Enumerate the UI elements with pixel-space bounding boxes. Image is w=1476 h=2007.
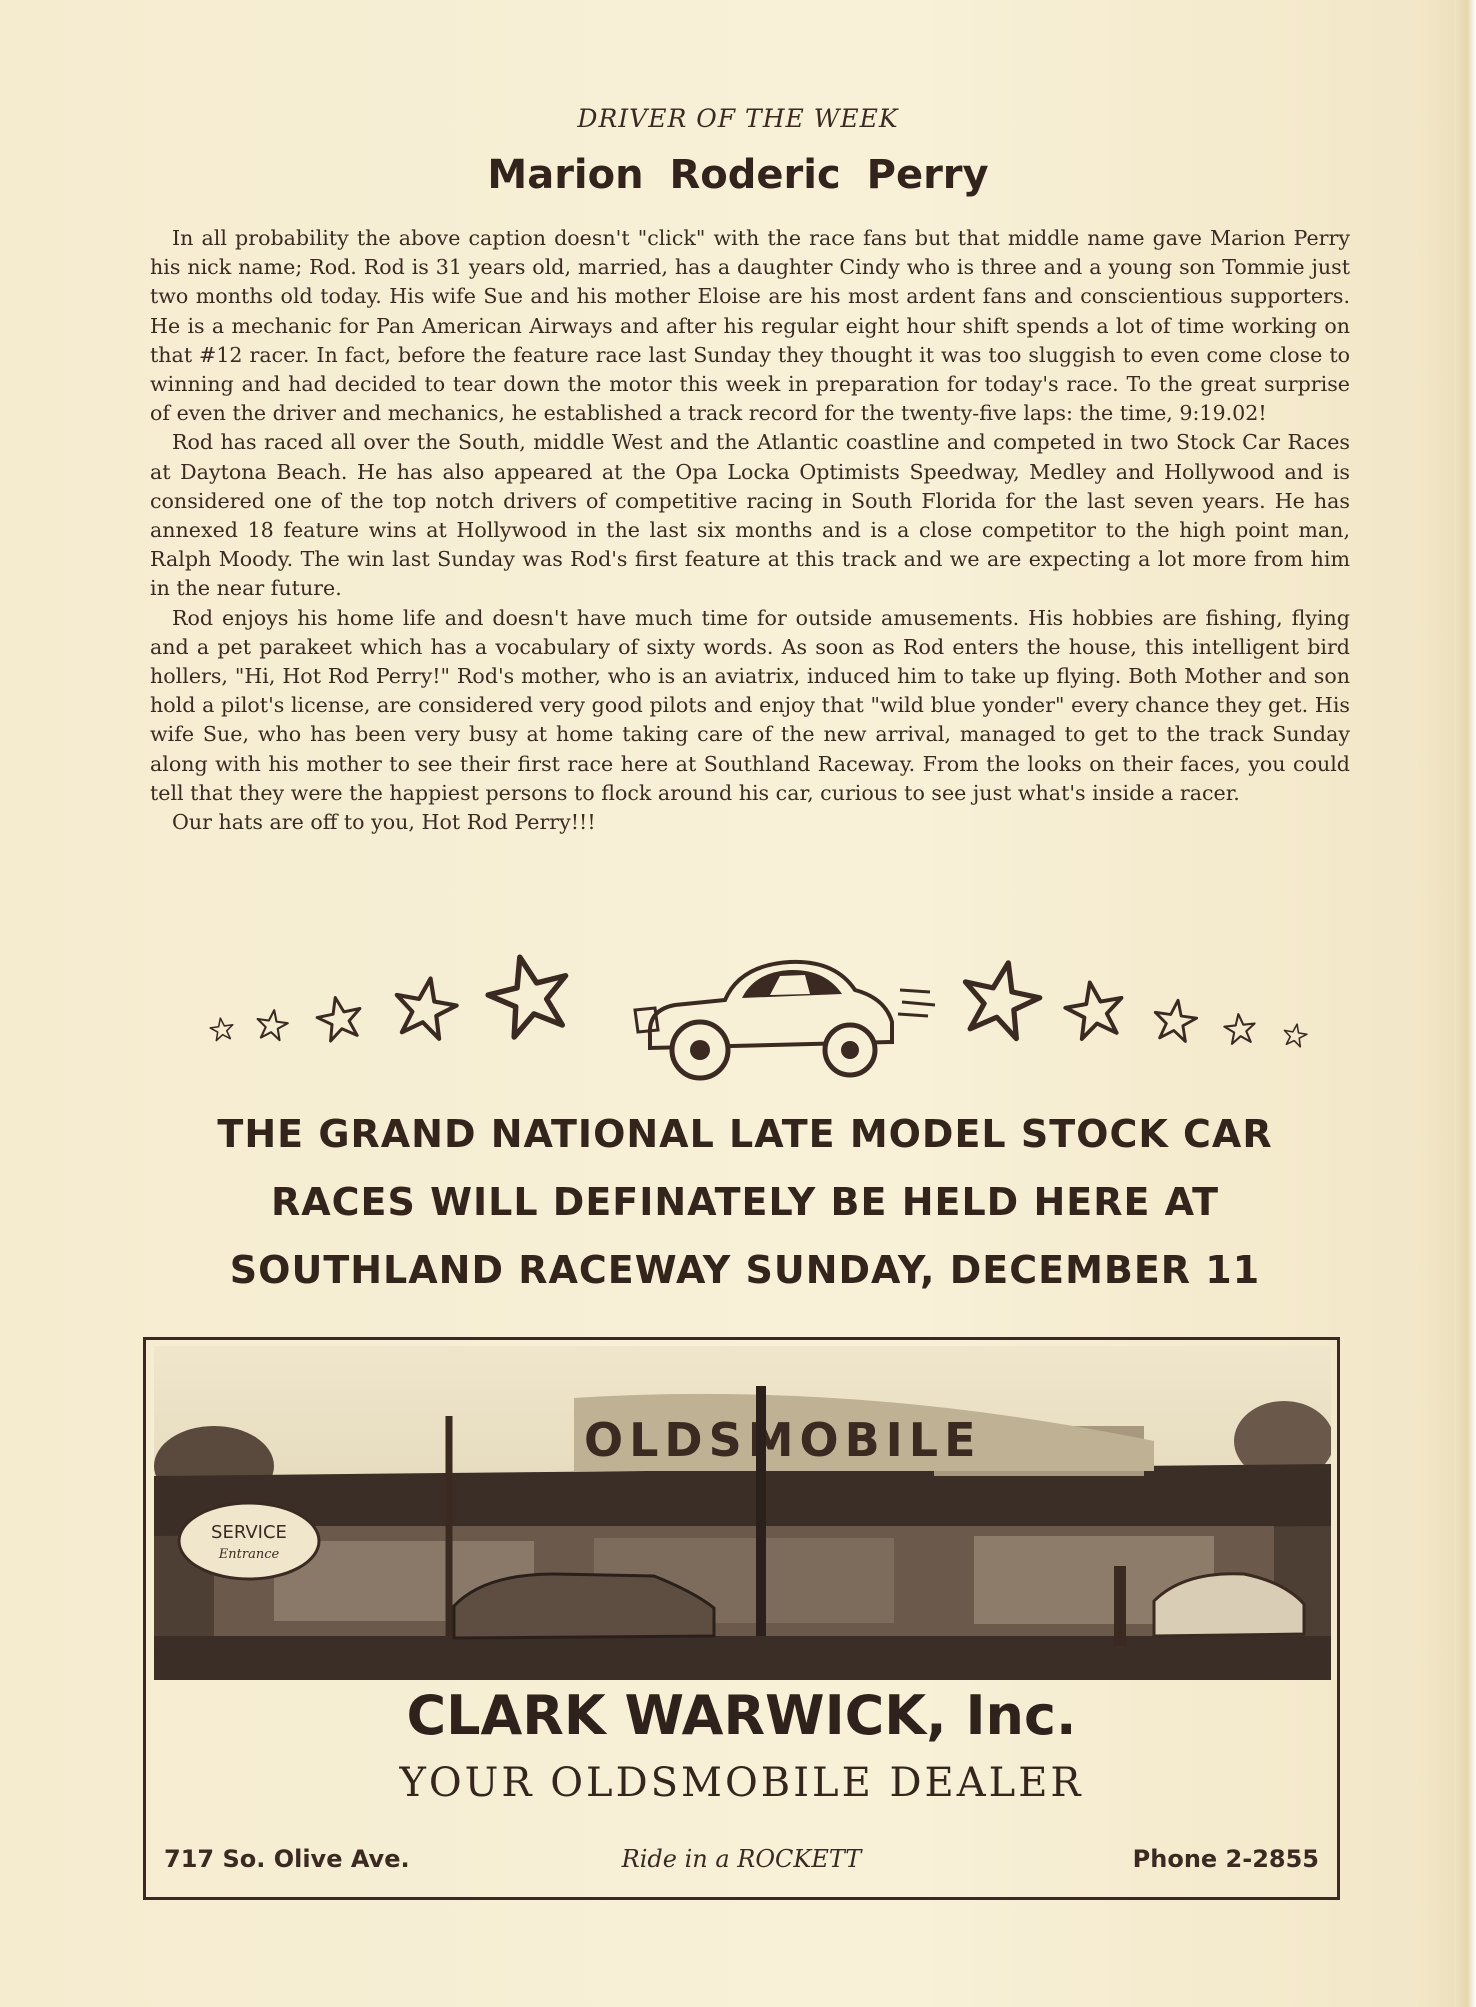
star-icon [1223, 1012, 1256, 1044]
article-paragraph: In all probability the above caption doesn't "click" with the race fans but that middle name gave Marion Perry his nick name; Rod. Rod is 31 years old, married, has a daughter Cindy who is three and a young son Tommie just two months old today. His wife Sue and his mother Eloise are his most ardent fans and conscientious supporters. He is a mechanic for Pan American Airways and after his regular eight hour shift spends a lot of time working on that #12 racer. In fact, before the feature race last Sunday they thought it was too sluggish to even come close to winning and had decided to tear down the motor this week in preparation for today's race. To the great surprise of even the driver and mechanics, he established a track record for the twenty-five laps: the time, 9:19.02! [150, 226, 1350, 426]
dealer-tagline: YOUR OLDSMOBILE DEALER [399, 1760, 1084, 1806]
dealer-slogan: Ride in a ROCKETT [621, 1845, 862, 1873]
article-body [150, 224, 1350, 837]
announcement-line-3: SOUTHLAND RACEWAY SUNDAY, DECEMBER 11 [229, 1248, 1261, 1292]
dealer-advertisement [143, 1337, 1340, 1900]
race-car-icon [635, 962, 935, 1078]
section-kicker: DRIVER OF THE WEEK [577, 104, 899, 133]
page-edge [1454, 0, 1476, 2007]
service-sign-subtext: Entrance [218, 1547, 280, 1562]
stars-car-decoration [200, 950, 1330, 1090]
dealer-name: CLARK WARWICK, Inc. [406, 1684, 1077, 1747]
announcement-line-2: RACES WILL DEFINATELY BE HELD HERE AT [270, 1180, 1220, 1224]
star-icon [209, 1017, 235, 1042]
star-icon [314, 993, 365, 1043]
article-paragraph: Rod has raced all over the South, middle West and the Atlantic coastline and competed in two Stock Car Races at Daytona Beach. He has also appeared at the Opa Locka Optimists Speedway, Medley and Hollywood and is considered one of the top notch drivers of competitive racing in South Florida for the last seven years. He has annexed 18 feature wins at Hollywood in the last six months and is a close competitor to the high point man, Ralph Moody. The win last Sunday was Rod's first feature at this track and we are expecting a lot more from him in the near future. [150, 430, 1350, 601]
star-icon [391, 973, 461, 1041]
dealer-phone: Phone 2-2855 [1132, 1845, 1319, 1873]
dealership-sign-text: OLDSMOBILE [584, 1413, 982, 1467]
service-sign-text: SERVICE [211, 1522, 287, 1543]
announcement-line-1: THE GRAND NATIONAL LATE MODEL STOCK CAR [217, 1112, 1273, 1156]
article-headline: Marion Roderic Perry [487, 152, 989, 198]
article-paragraph: Our hats are off to you, Hot Rod Perry!!! [172, 810, 596, 835]
star-icon [1062, 978, 1128, 1041]
article-paragraph: Rod enjoys his home life and doesn't have much time for outside amusements. His hobbies are fishing, flying and a pet parakeet which has a vocabulary of sixty words. As soon as Rod enters the house, this intelligent bird hollers, "Hi, Hot Rod Perry!" Rod's mother, who is an aviatrix, induced him to take up flying. Both Mother and son hold a pilot's license, are considered very good pilots and enjoy that "wild blue yonder" every chance they get. His wife Sue, who has been very busy at home taking care of the new arrival, managed to get to the track Sunday along with his mother to see their first race here at Southland Raceway. From the looks on their faces, you could tell that they were the happiest persons to flock around his car, curious to see just what's inside a racer. [150, 605, 1350, 805]
star-icon [255, 1008, 289, 1041]
star-icon [481, 950, 577, 1041]
star-icon [1282, 1022, 1308, 1047]
star-icon [956, 955, 1045, 1042]
star-icon [1152, 997, 1199, 1042]
dealer-address: 717 So. Olive Ave. [164, 1845, 410, 1873]
dealership-photo [154, 1346, 1331, 1680]
